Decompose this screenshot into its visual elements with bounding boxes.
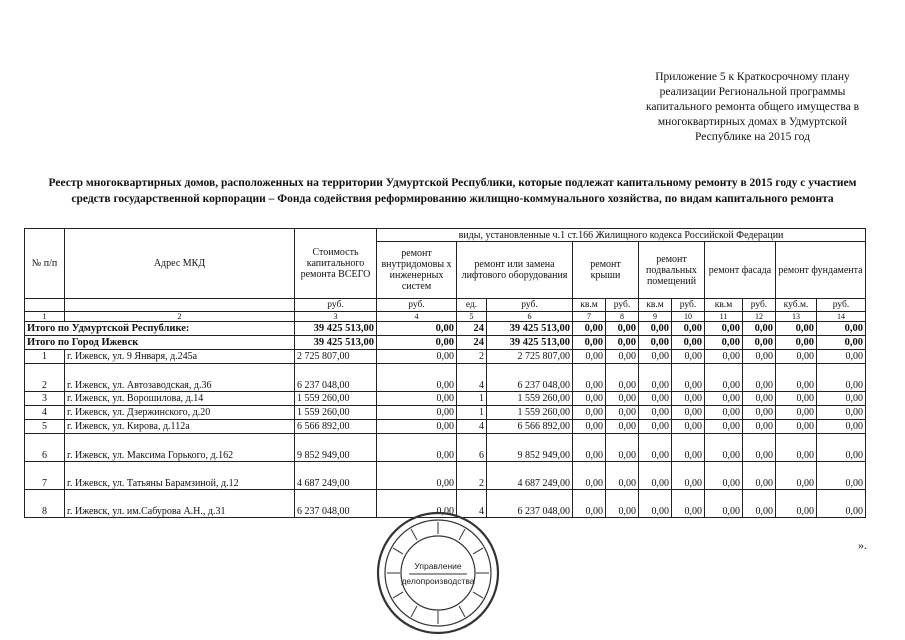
row-cell: 0,00 [817,406,866,420]
row-cell: 0,00 [377,434,457,462]
row-cell: 0,00 [672,392,705,406]
unit-blank [65,299,295,312]
row-cell: 0,00 [639,462,672,490]
row-cost: 6 237 048,00 [295,490,377,518]
row-cost: 1 559 260,00 [295,406,377,420]
row-address: г. Ижевск, ул. Татьяны Барамзиной, д.12 [65,462,295,490]
row-cell: 0,00 [672,434,705,462]
row-cell: 0,00 [606,350,639,364]
row-address: г. Ижевск, ул. Максима Горького, д.162 [65,434,295,462]
row-number: 5 [25,420,65,434]
appendix-line: Республике на 2015 год [695,131,810,143]
row-cell: 0,00 [705,420,743,434]
row-cell: 0,00 [606,434,639,462]
appendix-line: Приложение 5 к Краткосрочному плану [655,71,850,83]
unit-cell: руб. [377,299,457,312]
row-cost: 2 725 807,00 [295,350,377,364]
total-cell: 0,00 [776,336,817,350]
header-address: Адрес МКД [65,229,295,299]
row-cell: 0,00 [672,490,705,518]
header-num: № п/п [25,229,65,299]
row-cell: 0,00 [705,350,743,364]
row-cell: 2 725 807,00 [487,350,573,364]
unit-cell: ед. [457,299,487,312]
appendix-line: капитального ремонта общего имущества в [645,101,860,113]
row-cell: 0,00 [672,406,705,420]
total-cell: 0,00 [639,336,672,350]
row-cost: 1 559 260,00 [295,392,377,406]
total-cell: 0,00 [377,336,457,350]
table-row [25,434,866,462]
table-row [25,420,866,434]
row-cell: 0,00 [606,392,639,406]
row-cell: 0,00 [606,420,639,434]
unit-cell: руб. [672,299,705,312]
col-number: 11 [705,312,743,322]
col-number: 7 [573,312,606,322]
row-cell: 0,00 [817,490,866,518]
col-number: 5 [457,312,487,322]
row-number: 1 [25,350,65,364]
appendix-line: реализации Региональной программы [659,86,846,98]
row-cost: 9 852 949,00 [295,434,377,462]
header-engineering: ремонт внутридомовы х инженерных систем [377,242,457,299]
row-cell: 0,00 [606,364,639,392]
total-cell: 0,00 [377,322,457,336]
total-cell: 0,00 [672,322,705,336]
total-cell: 0,00 [817,336,866,350]
row-cell: 0,00 [573,490,606,518]
row-cost: 4 687 249,00 [295,462,377,490]
row-cell: 0,00 [705,490,743,518]
row-cell: 0,00 [573,364,606,392]
row-number: 3 [25,392,65,406]
row-cell: 0,00 [743,364,776,392]
row-cell: 0,00 [817,392,866,406]
total-row-republic [25,322,866,336]
column-numbers-row [25,312,866,322]
row-cell: 0,00 [672,420,705,434]
row-address: г. Ижевск, ул. Автозаводская, д.36 [65,364,295,392]
row-cell: 0,00 [672,350,705,364]
table-row [25,350,866,364]
row-cell: 0,00 [377,392,457,406]
header-facade: ремонт фасада [705,242,776,299]
total-cell: 0,00 [672,336,705,350]
col-number: 14 [817,312,866,322]
total-cell: 0,00 [776,322,817,336]
header-types: виды, установленные ч.1 ст.166 Жилищного кодекса Российской Федерации [377,229,866,242]
row-cell: 0,00 [817,462,866,490]
col-number: 13 [776,312,817,322]
total-cell: 0,00 [573,322,606,336]
row-cell: 0,00 [776,392,817,406]
row-cell: 0,00 [743,434,776,462]
row-cell: 0,00 [573,392,606,406]
row-cell: 0,00 [776,364,817,392]
row-cell: 0,00 [377,490,457,518]
unit-cell: кв.м [573,299,606,312]
total-cell: 39 425 513,00 [487,336,573,350]
row-cell: 0,00 [743,350,776,364]
col-number: 8 [606,312,639,322]
row-cell: 0,00 [817,434,866,462]
row-cell: 0,00 [705,364,743,392]
row-cell: 0,00 [743,420,776,434]
row-cell: 0,00 [776,420,817,434]
row-cell: 0,00 [743,406,776,420]
unit-cell: руб. [817,299,866,312]
row-cell: 6 566 892,00 [487,420,573,434]
appendix-note [640,70,865,145]
header-elevator: ремонт или замена лифтового оборудования [457,242,573,299]
unit-cell: куб.м. [776,299,817,312]
row-cell: 0,00 [776,406,817,420]
row-number: 4 [25,406,65,420]
stamp-inner-ring [401,536,475,610]
row-cell: 6 [457,434,487,462]
row-cost: 6 566 892,00 [295,420,377,434]
row-cell: 0,00 [672,462,705,490]
row-cell: 0,00 [817,350,866,364]
row-cell: 1 [457,392,487,406]
row-cell: 0,00 [776,462,817,490]
row-cell: 0,00 [573,406,606,420]
row-cell: 1 559 260,00 [487,406,573,420]
col-number: 9 [639,312,672,322]
unit-cell: руб. [487,299,573,312]
row-cell: 0,00 [705,462,743,490]
header-basement: ремонт подвальных помещений [639,242,705,299]
row-cell: 4 687 249,00 [487,462,573,490]
table-row [25,364,866,392]
stamp-seal-icon [373,508,503,638]
row-cell: 2 [457,462,487,490]
total-cell: 0,00 [705,336,743,350]
row-cell: 2 [457,350,487,364]
total-cell: 24 [457,322,487,336]
row-cell: 0,00 [639,392,672,406]
row-cell: 0,00 [639,490,672,518]
units-row [25,299,866,312]
row-address: г. Ижевск, ул. 9 Января, д.245а [65,350,295,364]
row-cell: 0,00 [743,462,776,490]
total-label: Итого по Удмуртской Республике: [25,322,295,336]
row-cell: 0,00 [377,406,457,420]
row-cell: 1 559 260,00 [487,392,573,406]
col-number: 1 [25,312,65,322]
row-cell: 0,00 [743,490,776,518]
closing-mark: ». [858,538,867,552]
col-number: 3 [295,312,377,322]
total-cost: 39 425 513,00 [295,322,377,336]
unit-cell: кв.м [639,299,672,312]
unit-cell: руб. [295,299,377,312]
row-cost: 6 237 048,00 [295,364,377,392]
row-number: 7 [25,462,65,490]
row-cell: 9 852 949,00 [487,434,573,462]
row-cell: 6 237 048,00 [487,364,573,392]
header-foundation: ремонт фундамента [776,242,866,299]
table-row [25,392,866,406]
row-number: 8 [25,490,65,518]
unit-cell: руб. [606,299,639,312]
unit-cell: руб. [743,299,776,312]
row-cell: 1 [457,406,487,420]
header-cost: Стоимость капитального ремонта ВСЕГО [295,229,377,299]
stamp-line-2: делопроизводства [401,576,475,586]
row-cell: 4 [457,490,487,518]
total-cell: 0,00 [639,322,672,336]
row-address: г. Ижевск, ул. Кирова, д.112а [65,420,295,434]
title-line: Реестр многоквартирных домов, расположенных на территории Удмуртской Республики, которые подлежат капитальному ремонту в 2015 году с участием [48,177,857,189]
row-cell: 0,00 [705,434,743,462]
row-cell: 0,00 [606,490,639,518]
row-address: г. Ижевск, ул. Ворошилова, д.14 [65,392,295,406]
row-cell: 0,00 [377,364,457,392]
row-cell: 0,00 [705,406,743,420]
total-cost: 39 425 513,00 [295,336,377,350]
row-address: г. Ижевск, ул. им.Сабурова А.Н., д.31 [65,490,295,518]
row-number: 2 [25,364,65,392]
unit-cell: кв.м [705,299,743,312]
row-cell: 0,00 [573,350,606,364]
row-cell: 0,00 [606,406,639,420]
col-number: 12 [743,312,776,322]
appendix-line: многоквартирных домах в Удмуртской [657,116,848,128]
total-row-city [25,336,866,350]
stamp-line-1: Управление [414,561,462,571]
total-cell: 0,00 [743,322,776,336]
row-cell: 0,00 [377,350,457,364]
row-cell: 4 [457,420,487,434]
total-cell: 0,00 [573,336,606,350]
header-roof: ремонт крыши [573,242,639,299]
row-cell: 0,00 [672,364,705,392]
col-number: 10 [672,312,705,322]
row-cell: 0,00 [817,420,866,434]
total-cell: 0,00 [817,322,866,336]
row-cell: 0,00 [743,392,776,406]
row-cell: 4 [457,364,487,392]
stamp-ring-marks [387,522,489,624]
row-cell: 0,00 [639,406,672,420]
row-cell: 0,00 [377,462,457,490]
row-cell: 0,00 [377,420,457,434]
row-cell: 6 237 048,00 [487,490,573,518]
document-title [15,175,890,207]
col-number: 4 [377,312,457,322]
total-cell: 0,00 [606,322,639,336]
row-address: г. Ижевск, ул. Дзержинского, д.20 [65,406,295,420]
row-cell: 0,00 [639,364,672,392]
row-cell: 0,00 [776,490,817,518]
total-label: Итого по Город Ижевск [25,336,295,350]
unit-blank [25,299,65,312]
row-cell: 0,00 [573,420,606,434]
col-number: 2 [65,312,295,322]
row-cell: 0,00 [817,364,866,392]
total-cell: 0,00 [743,336,776,350]
title-line: средств государственной корпорации – Фонда содействия реформированию жилищно-коммунального хозяйства, по видам капитального ремонта [71,193,834,205]
row-cell: 0,00 [573,462,606,490]
row-cell: 0,00 [639,434,672,462]
col-number: 6 [487,312,573,322]
row-number: 6 [25,434,65,462]
registry-table [24,228,866,518]
row-cell: 0,00 [776,434,817,462]
row-cell: 0,00 [776,350,817,364]
row-cell: 0,00 [573,434,606,462]
table-row [25,406,866,420]
total-cell: 0,00 [606,336,639,350]
row-cell: 0,00 [705,392,743,406]
total-cell: 39 425 513,00 [487,322,573,336]
table-row [25,462,866,490]
total-cell: 0,00 [705,322,743,336]
row-cell: 0,00 [606,462,639,490]
total-cell: 24 [457,336,487,350]
row-cell: 0,00 [639,420,672,434]
row-cell: 0,00 [639,350,672,364]
